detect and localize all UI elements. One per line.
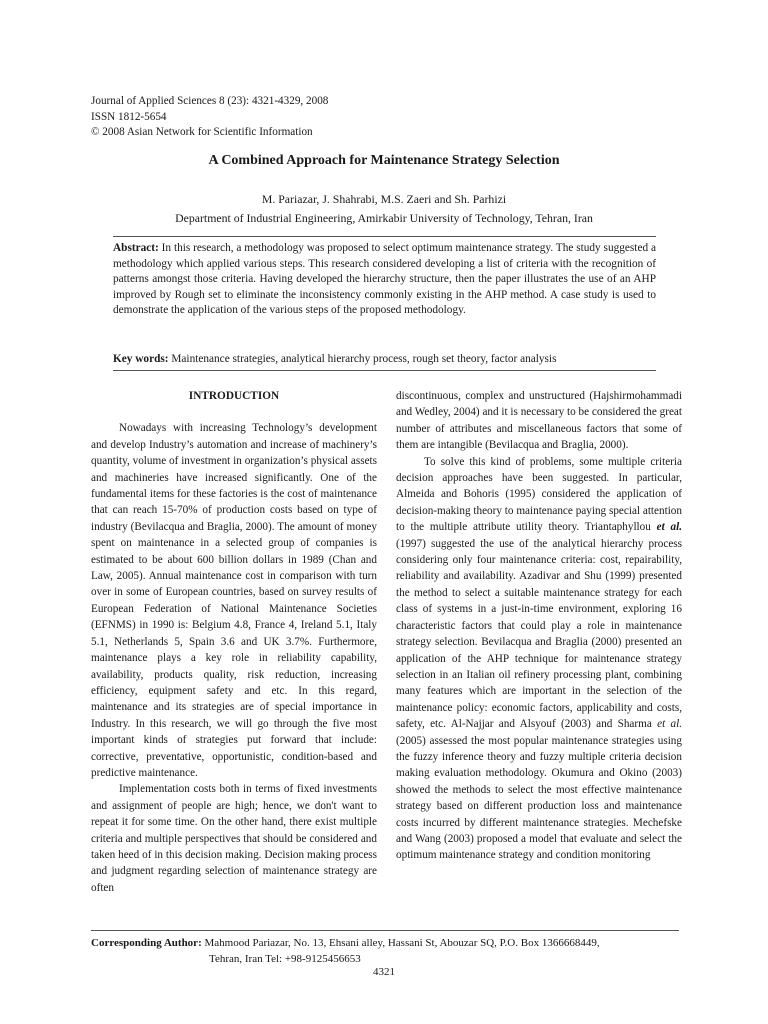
paragraph: Implementation costs both in terms of fixed investments and assignment of people are high; hence, we don't want to repeat it for some time. On the other hand, there exist multiple criteria and multiple perspectives that should be considered and taken heed of in this decision making. Decision making process and judgment regarding selection of maintenance strategy are often [91,783,377,894]
paragraph-part: To solve this kind of problems, some multiple criteria decision approaches have been suggested. In particular, Almeida and Bohoris (1995) considered the application of decision-making theory to maintenance paying special attention to the multiple attribute utility theory. Triantaphyllou [396,455,682,534]
paragraph-part: (1997) suggested the use of the analytical hierarchy process considering only four maintenance criteria: cost, repairability, reliability and availability. Azadivar and Shu (1999) presented the method to select a suitable maintenance strategy for each class of systems in a just-in-time environment, exploring 16 characteristic factors that could play a role in maintenance strategy selection. Bevilacqua and Braglia (2000) presented an application of the AHP technique for maintenance strategy selection in an Italian oil refinery processing plant, combining many features which are important in the selection of the maintenance policy: economic factors, applicability and costs, safety, etc. Al-Najjar and Alsyouf (2003) and Sharma [396,537,682,731]
paragraph: Nowadays with increasing Technology’s development and develop Industry’s automation and increase of machinery’s quantity, volume of investment in organization’s physical assets and machineries have increased significantly. One of the fundamental items for these factories is the cost of maintenance that can reach 15-70% of production costs based on type of industry (Bevilacqua and Braglia, 2000). The amount of money spent on maintenance in a selected group of companies is estimated to be about 600 billion dollars in 1989 (Chan and Law, 2005). Annual maintenance cost in comparison with turn over in some of European countries, based on survey results of European Federation of National Maintenance Societies (EFNMS) in 1990 is: Belgium 4.8, France 4, Ireland 5.1, Italy 5.1, Netherlands 5, Spain 3.6 and UK 3.7%. Furthermore, maintenance plays a key role in reliability capability, availability, products quality, risk reduction, increasing efficiency, equipment safety and etc. In this regard, maintenance and its strategies are of special importance in Industry. In this research, we will go through the five most important kinds of strategies put forward that include: corrective, preventative, opportunistic, condition-based and predictive maintenance. [91,422,377,779]
paragraph: discontinuous, complex and unstructured (Hajshirmohammadi and Wedley, 2004) and it is necessary to be considered the great number of attributes and miscellaneous factors that some of them are intangible (Bevilacqua and Braglia, 2000). [396,390,682,452]
right-column [396,388,682,864]
copyright: © 2008 Asian Network for Scientific Information [91,126,313,138]
paragraph [396,454,682,864]
section-heading: INTRODUCTION [188,390,280,402]
journal-info [91,94,328,141]
et-al: et al. [656,521,682,534]
corresponding-author [91,936,600,967]
abstract-label: Abstract: [113,242,159,254]
authors: M. Pariazar, J. Shahrabi, M.S. Zaeri and Sh. Parhizi [261,192,507,206]
abstract [113,241,656,319]
affiliation: Department of Industrial Engineering, Amirkabir University of Technology, Tehran, Iran [175,211,593,225]
abstract-top-rule [113,236,656,237]
page-number: 4321 [373,966,395,978]
abstract-text: In this research, a methodology was proposed to select optimum maintenance strategy. The study suggested a methodology which applied various steps. This research considered developing a list of criteria with the recognition of patterns amongst those criteria. Having developed the hierarchy structure, then the paper illustrates the use of an AHP improved by Rough set to eliminate the inconsistency commonly existing in the AHP method. A case study is used to demonstrate the application of the various steps of the proposed methodology. [113,242,656,316]
corresponding-address: Mahmood Pariazar, No. 13, Ehsani alley, Hassani St, Abouzar SQ, P.O. Box 1366668449, [204,937,600,949]
keywords-text: Maintenance strategies, analytical hierarchy process, rough set theory, factor analysis [171,353,557,365]
footer-rule [91,930,679,931]
et-al: et al. [657,718,682,731]
issn: ISSN 1812-5654 [91,110,167,123]
paper-title: A Combined Approach for Maintenance Strategy Selection [208,153,560,168]
journal-line: Journal of Applied Sciences 8 (23): 4321-4329, 2008 [91,95,329,107]
corresponding-label: Corresponding Author: [91,937,202,949]
keywords-label: Key words: [113,353,169,365]
keywords [113,353,656,365]
left-column [91,388,377,896]
keywords-bottom-rule [113,370,656,371]
corresponding-contact: Tehran, Iran Tel: +98-9125456653 [209,952,361,965]
paragraph-part: (2005) assessed the most popular maintenance strategies using the fuzzy inference theory and fuzzy multiple criteria decision making evaluation methodology. Okumura and Okino (2003) showed the methods to select the most effective maintenance strategy based on different production loss and maintenance costs incurred by different maintenance strategies. Mechefske and Wang (2003) proposed a model that evaluate and select the optimum maintenance strategy and condition monitoring [396,734,682,862]
